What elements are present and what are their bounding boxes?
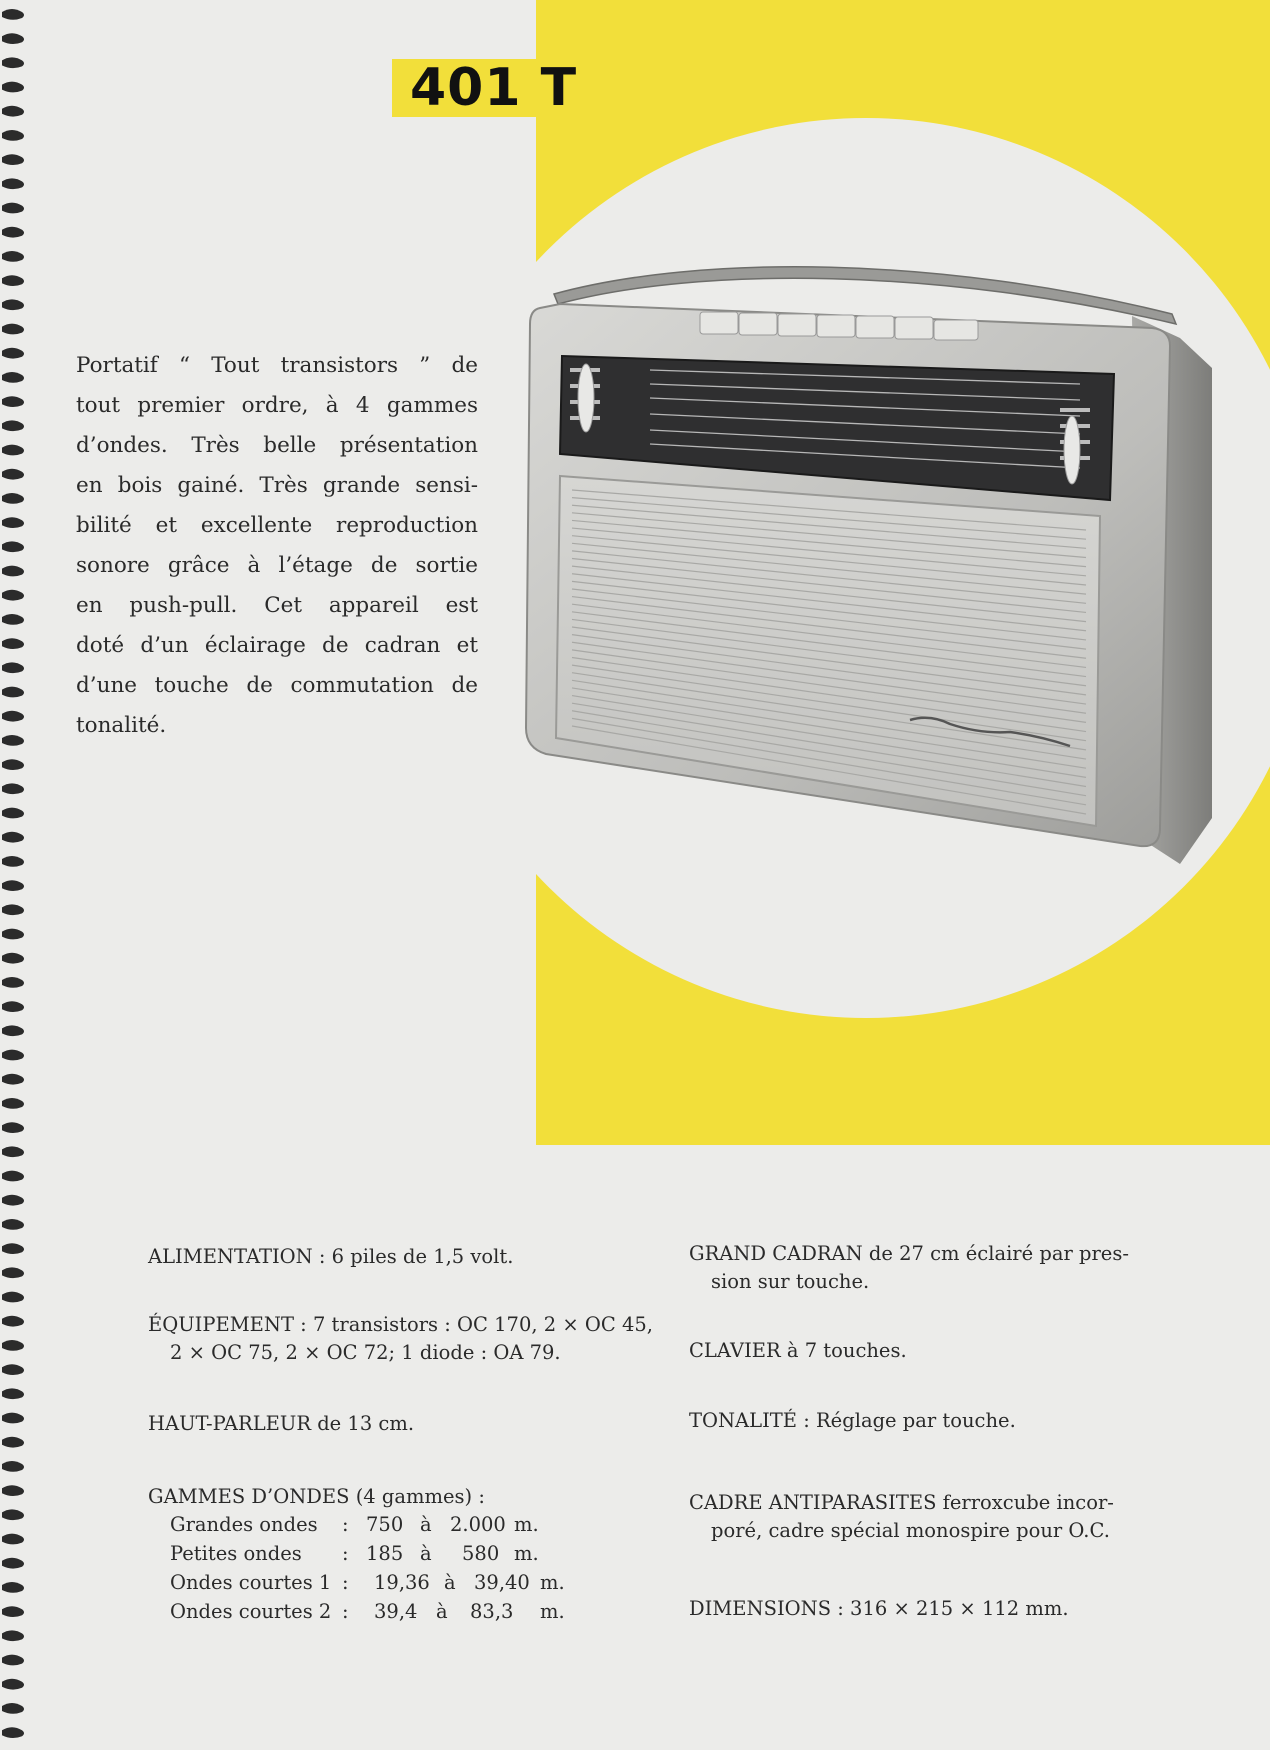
spiral-ring	[2, 977, 24, 988]
spiral-ring	[2, 1606, 24, 1617]
band-sep: :	[342, 1542, 349, 1565]
spiral-ring	[2, 1292, 24, 1303]
description-line: bilité et excellente reproduction	[76, 513, 478, 538]
spiral-ring	[2, 1655, 24, 1666]
spiral-ring	[2, 82, 24, 93]
band-to: 580	[462, 1542, 500, 1565]
spiral-ring	[2, 372, 24, 383]
spiral-ring	[2, 1388, 24, 1399]
spiral-ring	[2, 1098, 24, 1109]
spiral-ring	[2, 203, 24, 214]
model-title	[392, 59, 588, 117]
spiral-ring	[2, 662, 24, 673]
spec-clavier: CLAVIER à 7 touches.	[689, 1339, 907, 1362]
spiral-ring	[2, 517, 24, 528]
spiral-ring	[2, 1437, 24, 1448]
spiral-ring	[2, 1630, 24, 1641]
spiral-ring	[2, 759, 24, 770]
spiral-ring	[2, 299, 24, 310]
product-description	[76, 346, 478, 746]
spiral-ring	[2, 1727, 24, 1738]
spiral-ring	[2, 808, 24, 819]
spiral-ring	[2, 130, 24, 141]
spiral-binding	[0, 0, 28, 1750]
spiral-ring	[2, 904, 24, 915]
band-to: 39,40	[474, 1571, 530, 1594]
spec-cadre-cont: poré, cadre spécial monospire pour O.C.	[711, 1519, 1110, 1542]
spiral-ring	[2, 566, 24, 577]
band-name: Ondes courtes 2	[170, 1600, 332, 1623]
band-sep: :	[342, 1513, 349, 1536]
description-line: d’ondes. Très belle présentation	[76, 433, 478, 458]
spiral-ring	[2, 1582, 24, 1593]
spiral-ring	[2, 33, 24, 44]
spec-alimentation: ALIMENTATION : 6 piles de 1,5 volt.	[148, 1245, 514, 1268]
band-from: 19,36	[374, 1571, 430, 1594]
spiral-ring	[2, 1316, 24, 1327]
band-name: Petites ondes	[170, 1542, 302, 1565]
spiral-ring	[2, 1703, 24, 1714]
spec-haut-parleur: HAUT-PARLEUR de 13 cm.	[148, 1412, 415, 1435]
spiral-ring	[2, 1364, 24, 1375]
spiral-ring	[2, 1025, 24, 1036]
spiral-ring	[2, 687, 24, 698]
spiral-ring	[2, 1146, 24, 1157]
spiral-ring	[2, 445, 24, 456]
description-line: tonalité.	[76, 713, 167, 738]
band-a: à	[420, 1513, 432, 1536]
spiral-ring	[2, 469, 24, 480]
spiral-ring	[2, 880, 24, 891]
band-from: 39,4	[374, 1600, 418, 1623]
spiral-ring	[2, 275, 24, 286]
spiral-ring	[2, 57, 24, 68]
spec-dimensions: DIMENSIONS : 316 × 215 × 112 mm.	[689, 1597, 1069, 1620]
spiral-ring	[2, 590, 24, 601]
band-to: 2.000	[450, 1513, 506, 1536]
band-from: 185	[366, 1542, 404, 1565]
spiral-ring	[2, 929, 24, 940]
description-line: tout premier ordre, à 4 gammes	[76, 393, 478, 418]
spiral-ring	[2, 735, 24, 746]
spec-grand-cadran-cont: sion sur touche.	[711, 1270, 870, 1293]
spiral-ring	[2, 1219, 24, 1230]
radio-illustration	[520, 258, 1220, 864]
band-unit: m.	[540, 1571, 565, 1594]
spiral-ring	[2, 1340, 24, 1351]
spiral-ring	[2, 251, 24, 262]
spiral-ring	[2, 1195, 24, 1206]
spiral-ring	[2, 1243, 24, 1254]
spiral-ring	[2, 1461, 24, 1472]
band-name: Ondes courtes 1	[170, 1571, 332, 1594]
description-line: en push-pull. Cet appareil est	[76, 593, 478, 618]
spiral-ring	[2, 856, 24, 867]
spiral-ring	[2, 178, 24, 189]
spiral-ring	[2, 493, 24, 504]
spiral-ring	[2, 348, 24, 359]
spiral-ring	[2, 1050, 24, 1061]
description-line: d’une touche de commutation de	[76, 673, 478, 698]
spiral-ring	[2, 614, 24, 625]
spiral-ring	[2, 953, 24, 964]
spiral-ring	[2, 227, 24, 238]
spec-tonalite: TONALITÉ : Réglage par touche.	[689, 1409, 1016, 1432]
spiral-ring	[2, 1122, 24, 1133]
band-name: Grandes ondes	[170, 1513, 318, 1536]
spiral-ring	[2, 420, 24, 431]
model-name: 401 T	[410, 58, 578, 118]
spiral-ring	[2, 1171, 24, 1182]
spiral-ring	[2, 711, 24, 722]
spec-equipement: ÉQUIPEMENT : 7 transistors : OC 170, 2 × OC 45,	[148, 1313, 654, 1336]
spiral-ring	[2, 106, 24, 117]
spiral-ring	[2, 154, 24, 165]
spiral-ring	[2, 1267, 24, 1278]
spiral-ring	[2, 541, 24, 552]
spec-equipement-cont: 2 × OC 75, 2 × OC 72; 1 diode : OA 79.	[170, 1341, 561, 1364]
spiral-ring	[2, 832, 24, 843]
description-line: Portatif “ Tout transistors ” de	[76, 353, 478, 378]
band-to: 83,3	[470, 1600, 514, 1623]
spiral-ring	[2, 1413, 24, 1424]
band-unit: m.	[514, 1513, 539, 1536]
spiral-ring	[2, 1534, 24, 1545]
spiral-ring	[2, 1509, 24, 1520]
spiral-ring	[2, 396, 24, 407]
band-a: à	[436, 1600, 448, 1623]
band-a: à	[420, 1542, 432, 1565]
spiral-ring	[2, 1074, 24, 1085]
spec-grand-cadran: GRAND CADRAN de 27 cm éclairé par pres-	[689, 1242, 1129, 1265]
spec-cadre: CADRE ANTIPARASITES ferroxcube incor-	[689, 1491, 1114, 1514]
band-a: à	[444, 1571, 456, 1594]
band-unit: m.	[514, 1542, 539, 1565]
description-line: doté d’un éclairage de cadran et	[76, 633, 478, 658]
description-line: sonore grâce à l’étage de sortie	[76, 553, 478, 578]
band-sep: :	[342, 1600, 349, 1623]
spiral-ring	[2, 9, 24, 20]
band-sep: :	[342, 1571, 349, 1594]
spiral-ring	[2, 324, 24, 335]
spiral-ring	[2, 1001, 24, 1012]
band-from: 750	[366, 1513, 404, 1536]
spiral-ring	[2, 1485, 24, 1496]
band-unit: m.	[540, 1600, 565, 1623]
description-line: en bois gainé. Très grande sensi-	[76, 473, 478, 498]
spiral-ring	[2, 1679, 24, 1690]
spiral-ring	[2, 638, 24, 649]
spec-gammes-title: GAMMES D’ONDES (4 gammes) :	[148, 1485, 485, 1508]
spiral-ring	[2, 783, 24, 794]
spiral-ring	[2, 1558, 24, 1569]
